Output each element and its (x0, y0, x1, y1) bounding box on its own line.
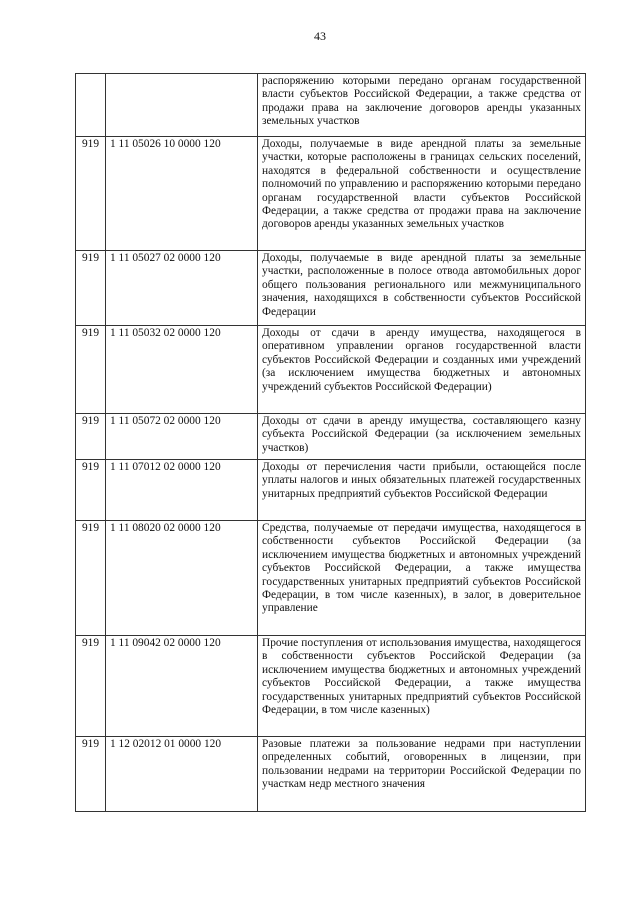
budget-classification-code-cell: 1 11 05027 02 0000 120 (106, 251, 258, 326)
revenue-description-cell: Прочие поступления от использования имущества, находящегося в собственности субъектов Российской Федерации (за исключением имущества бюджетных и автономных учреждений субъектов Российской Федерации, а также имущества государственных унитарных предприятий субъектов Российской Федерации, в том числе казенных) (258, 636, 586, 737)
admin-code-cell: 919 (76, 414, 106, 460)
table-row (76, 326, 586, 414)
budget-classification-code-cell: 1 12 02012 01 0000 120 (106, 737, 258, 812)
revenue-description-cell: Доходы от перечисления части прибыли, остающейся после уплаты налогов и иных обязательных платежей государственных унитарных предприятий субъектов Российской Федерации (258, 460, 586, 521)
table-row (76, 137, 586, 251)
revenue-description-cell: Доходы от сдачи в аренду имущества, составляющего казну субъекта Российской Федерации (за исключением земельных участков) (258, 414, 586, 460)
admin-code-cell: 919 (76, 636, 106, 737)
admin-code-cell: 919 (76, 460, 106, 521)
table-row (76, 251, 586, 326)
admin-code-cell: 919 (76, 521, 106, 636)
budget-classification-code-cell: 1 11 05032 02 0000 120 (106, 326, 258, 414)
table-row (76, 460, 586, 521)
table-row (76, 414, 586, 460)
budget-classification-code-cell: 1 11 05072 02 0000 120 (106, 414, 258, 460)
revenue-description-cell: Доходы, получаемые в виде арендной платы за земельные участки, расположенные в полосе отвода автомобильных дорог общего пользования регионального или межмуниципального значения, находящихся в собственности субъектов Российской Федерации (258, 251, 586, 326)
revenue-description-cell: Средства, получаемые от передачи имущества, находящегося в собственности субъектов Российской Федерации (за исключением имущества бюджетных и автономных учреждений субъектов Российской Федерации, а также имущества государственных унитарных предприятий субъектов Российской Федерации, в том числе казенных), в залог, в доверительное управление (258, 521, 586, 636)
table-row (76, 737, 586, 812)
budget-classification-code-cell: 1 11 08020 02 0000 120 (106, 521, 258, 636)
revenue-description-cell: распоряжению которыми передано органам государственной власти субъектов Российской Федерации, а также средства от продажи права на заключение договоров аренды указанных земельных участков (258, 74, 586, 137)
table-row (76, 74, 586, 137)
revenue-description-cell: Разовые платежи за пользование недрами при наступлении определенных событий, оговоренных в лицензии, при пользовании недрами на территории Российской Федерации по участкам недр местного значения (258, 737, 586, 812)
table-row (76, 636, 586, 737)
admin-code-cell: 919 (76, 326, 106, 414)
page-number: 43 (314, 29, 326, 43)
table-row (76, 521, 586, 636)
budget-classification-code-cell: 1 11 07012 02 0000 120 (106, 460, 258, 521)
revenue-description-cell: Доходы, получаемые в виде арендной платы за земельные участки, которые расположены в границах сельских поселений, находятся в федеральной собственности и осуществление полномочий по управлению и распоряжению которыми передано органам государственной власти субъектов Российской Федерации, а также средства от продажи права на заключение договоров аренды указанных земельных участков (258, 137, 586, 251)
budget-classification-code-cell: 1 11 09042 02 0000 120 (106, 636, 258, 737)
admin-code-cell (76, 74, 106, 137)
admin-code-cell: 919 (76, 251, 106, 326)
admin-code-cell: 919 (76, 737, 106, 812)
budget-classification-code-cell: 1 11 05026 10 0000 120 (106, 137, 258, 251)
revenue-description-cell: Доходы от сдачи в аренду имущества, находящегося в оперативном управлении органов государственной власти субъектов Российской Федерации и созданных ими учреждений (за исключением имущества бюджетных и автономных учреждений субъектов Российской Федерации) (258, 326, 586, 414)
admin-code-cell: 919 (76, 137, 106, 251)
budget-classification-code-cell (106, 74, 258, 137)
revenue-codes-table (75, 73, 586, 812)
